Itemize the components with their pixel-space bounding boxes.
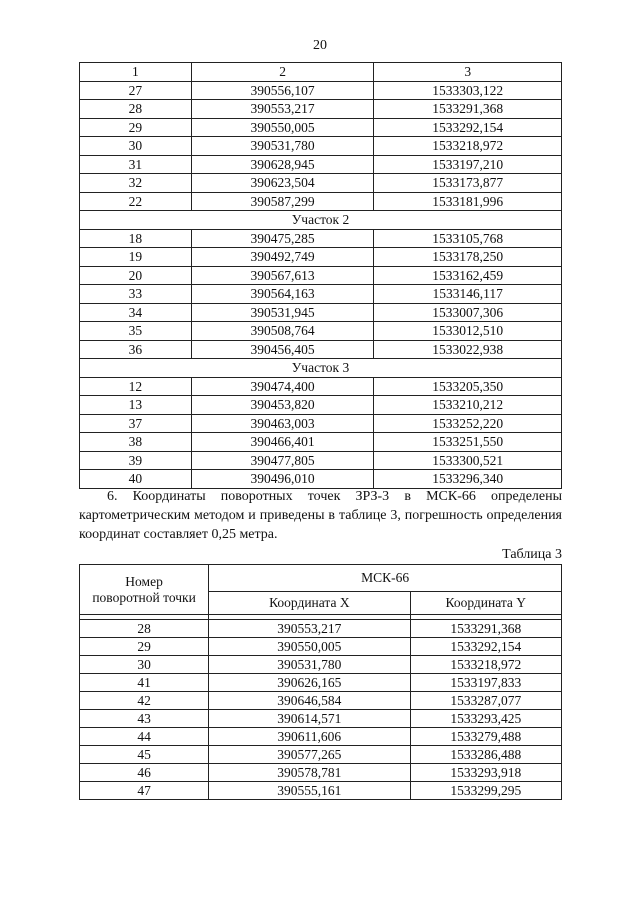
cell-coordinate-x: 390477,805 <box>191 451 374 470</box>
cell-coordinate-x: 390531,945 <box>191 303 374 322</box>
section-row <box>80 211 562 230</box>
cell-coordinate-y: 1533296,340 <box>374 470 562 489</box>
cell-point-number: 19 <box>80 248 192 267</box>
table-row <box>80 764 562 782</box>
cell-point-number: 30 <box>80 137 192 156</box>
cell-point-number: 33 <box>80 285 192 304</box>
cell-coordinate-x: 390496,010 <box>191 470 374 489</box>
table-row <box>80 303 562 322</box>
cell-coordinate-y: 1533292,154 <box>374 118 562 137</box>
cell-point-number: 45 <box>80 746 209 764</box>
cell-coordinate-x: 390466,401 <box>191 433 374 452</box>
cell-coordinate-x: 390474,400 <box>191 377 374 396</box>
cell-coordinate-y: 1533251,550 <box>374 433 562 452</box>
cell-point-number: 29 <box>80 118 192 137</box>
cell-coordinate-x: 390550,005 <box>209 638 410 656</box>
cell-coordinate-x: 390564,163 <box>191 285 374 304</box>
table-row <box>80 118 562 137</box>
cell-point-number: 28 <box>80 620 209 638</box>
cell-coordinate-x: 390553,217 <box>209 620 410 638</box>
cell-point-number: 35 <box>80 322 192 341</box>
cell-point-number: 27 <box>80 81 192 100</box>
table-row <box>80 451 562 470</box>
table-row <box>80 414 562 433</box>
table-row <box>80 137 562 156</box>
cell-point-number: 12 <box>80 377 192 396</box>
cell-point-number: 37 <box>80 414 192 433</box>
table-row <box>80 248 562 267</box>
table-row <box>80 746 562 764</box>
cell-coordinate-y: 1533303,122 <box>374 81 562 100</box>
cell-coordinate-x: 390577,265 <box>209 746 410 764</box>
cell-coordinate-y: 1533210,212 <box>374 396 562 415</box>
table-row <box>80 782 562 800</box>
cell-coordinate-x: 390508,764 <box>191 322 374 341</box>
column-number-3: 3 <box>374 63 562 82</box>
column-number-2: 2 <box>191 63 374 82</box>
cell-coordinate-y: 1533252,220 <box>374 414 562 433</box>
cell-point-number: 28 <box>80 100 192 119</box>
cell-coordinate-x: 390623,504 <box>191 174 374 193</box>
section-row <box>80 359 562 378</box>
cell-coordinate-x: 390587,299 <box>191 192 374 211</box>
table-caption: Таблица 3 <box>502 547 562 562</box>
cell-point-number: 38 <box>80 433 192 452</box>
coordinates-table-continued <box>79 62 562 489</box>
cell-coordinate-x: 390550,005 <box>191 118 374 137</box>
cell-coordinate-y: 1533007,306 <box>374 303 562 322</box>
cell-coordinate-x: 390531,780 <box>209 656 410 674</box>
cell-coordinate-y: 1533291,368 <box>374 100 562 119</box>
cell-point-number: 43 <box>80 710 209 728</box>
cell-coordinate-y: 1533218,972 <box>374 137 562 156</box>
table-row <box>80 674 562 692</box>
cell-coordinate-x: 390628,945 <box>191 155 374 174</box>
cell-coordinate-x: 390475,285 <box>191 229 374 248</box>
cell-point-number: 34 <box>80 303 192 322</box>
cell-point-number: 44 <box>80 728 209 746</box>
cell-point-number: 47 <box>80 782 209 800</box>
page-number: 20 <box>313 38 327 53</box>
cell-coordinate-y: 1533146,117 <box>374 285 562 304</box>
cell-coordinate-y: 1533218,972 <box>410 656 561 674</box>
cell-point-number: 42 <box>80 692 209 710</box>
table-row <box>80 728 562 746</box>
paragraph-6: 6. Координаты поворотных точек ЗРЗ-3 в МСК-66 определены картометрическим методом и приведены в таблице 3, погрешность определения координат составляет 0,25 метра. <box>79 489 562 542</box>
cell-coordinate-y: 1533178,250 <box>374 248 562 267</box>
table-row <box>80 100 562 119</box>
table-header-row <box>80 565 562 592</box>
cell-coordinate-x: 390453,820 <box>191 396 374 415</box>
section-title: Участок 2 <box>80 211 562 230</box>
cell-coordinate-y: 1533292,154 <box>410 638 561 656</box>
cell-point-number: 20 <box>80 266 192 285</box>
cell-coordinate-y: 1533291,368 <box>410 620 561 638</box>
table-row <box>80 470 562 489</box>
table-row <box>80 155 562 174</box>
cell-point-number: 22 <box>80 192 192 211</box>
cell-coordinate-y: 1533197,210 <box>374 155 562 174</box>
cell-coordinate-y: 1533300,521 <box>374 451 562 470</box>
cell-point-number: 13 <box>80 396 192 415</box>
cell-coordinate-x: 390492,749 <box>191 248 374 267</box>
cell-coordinate-y: 1533205,350 <box>374 377 562 396</box>
cell-point-number: 36 <box>80 340 192 359</box>
table-row <box>80 229 562 248</box>
table-row <box>80 266 562 285</box>
cell-coordinate-y: 1533181,996 <box>374 192 562 211</box>
header-coordinate-y: Координата Y <box>410 592 561 615</box>
table-row <box>80 377 562 396</box>
table-row <box>80 656 562 674</box>
cell-coordinate-x: 390646,584 <box>209 692 410 710</box>
table-row <box>80 285 562 304</box>
cell-coordinate-y: 1533162,459 <box>374 266 562 285</box>
table-row <box>80 192 562 211</box>
cell-coordinate-x: 390611,606 <box>209 728 410 746</box>
cell-coordinate-x: 390567,613 <box>191 266 374 285</box>
table-row <box>80 174 562 193</box>
table-row <box>80 322 562 341</box>
cell-coordinate-y: 1533197,833 <box>410 674 561 692</box>
cell-point-number: 29 <box>80 638 209 656</box>
cell-point-number: 18 <box>80 229 192 248</box>
cell-point-number: 31 <box>80 155 192 174</box>
cell-point-number: 32 <box>80 174 192 193</box>
cell-coordinate-x: 390556,107 <box>191 81 374 100</box>
cell-coordinate-y: 1533012,510 <box>374 322 562 341</box>
cell-coordinate-y: 1533279,488 <box>410 728 561 746</box>
header-coordinate-system: МСК-66 <box>209 565 562 592</box>
table-row <box>80 433 562 452</box>
table-row <box>80 710 562 728</box>
cell-coordinate-y: 1533022,938 <box>374 340 562 359</box>
cell-coordinate-x: 390456,405 <box>191 340 374 359</box>
table-row <box>80 620 562 638</box>
table-header-row <box>80 63 562 82</box>
cell-coordinate-x: 390463,003 <box>191 414 374 433</box>
cell-coordinate-y: 1533286,488 <box>410 746 561 764</box>
cell-point-number: 41 <box>80 674 209 692</box>
cell-coordinate-x: 390553,217 <box>191 100 374 119</box>
header-coordinate-x: Координата X <box>209 592 410 615</box>
cell-point-number: 46 <box>80 764 209 782</box>
table-row <box>80 396 562 415</box>
section-title: Участок 3 <box>80 359 562 378</box>
cell-coordinate-x: 390614,571 <box>209 710 410 728</box>
table-row <box>80 692 562 710</box>
cell-coordinate-x: 390578,781 <box>209 764 410 782</box>
cell-point-number: 39 <box>80 451 192 470</box>
cell-point-number: 40 <box>80 470 192 489</box>
table-3 <box>79 564 562 800</box>
header-point-number: Номер поворотной точки <box>80 565 209 615</box>
column-number-1: 1 <box>80 63 192 82</box>
cell-coordinate-y: 1533299,295 <box>410 782 561 800</box>
cell-point-number: 30 <box>80 656 209 674</box>
cell-coordinate-y: 1533105,768 <box>374 229 562 248</box>
cell-coordinate-y: 1533287,077 <box>410 692 561 710</box>
table-row <box>80 638 562 656</box>
cell-coordinate-x: 390531,780 <box>191 137 374 156</box>
table-row <box>80 340 562 359</box>
cell-coordinate-y: 1533293,918 <box>410 764 561 782</box>
cell-coordinate-y: 1533173,877 <box>374 174 562 193</box>
cell-coordinate-x: 390555,161 <box>209 782 410 800</box>
cell-coordinate-y: 1533293,425 <box>410 710 561 728</box>
table-row <box>80 81 562 100</box>
cell-coordinate-x: 390626,165 <box>209 674 410 692</box>
